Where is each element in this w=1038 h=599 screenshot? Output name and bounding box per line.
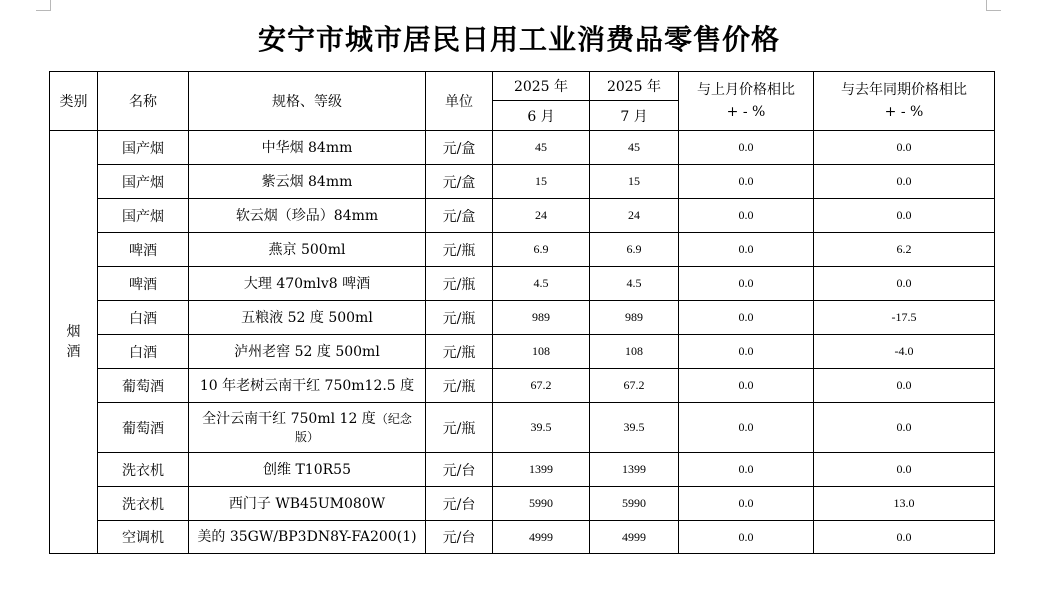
price-june: 4.5 [493, 267, 590, 301]
item-spec: 10 年老树云南干红 750m12.5 度 [189, 369, 426, 403]
change-yoy: 0.0 [814, 165, 995, 199]
price-july: 989 [590, 301, 679, 335]
item-name: 洗衣机 [98, 453, 189, 487]
item-unit: 元/瓶 [426, 369, 493, 403]
header-year-over-year [814, 72, 995, 131]
table-row [50, 403, 995, 453]
item-spec: 燕京 500ml [189, 233, 426, 267]
change-yoy: -17.5 [814, 301, 995, 335]
change-mom: 0.0 [679, 233, 814, 267]
item-name: 空调机 [98, 521, 189, 554]
price-june: 989 [493, 301, 590, 335]
table-row [50, 453, 995, 487]
header-period1-month: 6 月 [493, 101, 590, 131]
table-row [50, 233, 995, 267]
price-july: 15 [590, 165, 679, 199]
item-spec: 西门子 WB45UM080W [189, 487, 426, 521]
price-july: 4999 [590, 521, 679, 554]
item-unit: 元/盒 [426, 165, 493, 199]
price-june: 39.5 [493, 403, 590, 453]
change-yoy: 0.0 [814, 521, 995, 554]
price-july: 39.5 [590, 403, 679, 453]
price-june: 45 [493, 131, 590, 165]
change-yoy: 0.0 [814, 369, 995, 403]
item-spec: 美的 35GW/BP3DN8Y-FA200(1) [189, 521, 426, 554]
item-name: 啤酒 [98, 267, 189, 301]
table-row [50, 131, 995, 165]
item-name: 洗衣机 [98, 487, 189, 521]
price-june: 15 [493, 165, 590, 199]
change-yoy: 0.0 [814, 453, 995, 487]
price-july: 1399 [590, 453, 679, 487]
table-row [50, 487, 995, 521]
item-spec: 五粮液 52 度 500ml [189, 301, 426, 335]
item-spec [189, 403, 426, 453]
header-period1-year: 2025 年 [493, 72, 590, 101]
item-spec: 创维 T10R55 [189, 453, 426, 487]
change-mom: 0.0 [679, 453, 814, 487]
change-mom: 0.0 [679, 301, 814, 335]
document-title: 安宁市城市居民日用工业消费品零售价格 [257, 23, 780, 56]
item-spec-main: 全汁云南干红 750ml 12 度 [202, 410, 376, 427]
item-spec: 紫云烟 84mm [189, 165, 426, 199]
change-mom: 0.0 [679, 131, 814, 165]
change-mom: 0.0 [679, 335, 814, 369]
price-june: 67.2 [493, 369, 590, 403]
change-mom: 0.0 [679, 521, 814, 554]
change-mom: 0.0 [679, 199, 814, 233]
category-char: 烟 [66, 324, 81, 340]
table-row [50, 301, 995, 335]
page-corner-mark-right [986, 0, 1001, 11]
header-spec: 规格、等级 [189, 72, 426, 131]
table-row [50, 369, 995, 403]
change-yoy: 0.0 [814, 267, 995, 301]
header-yoy-line1: 与去年同期价格相比 [841, 82, 967, 98]
item-spec: 中华烟 84mm [189, 131, 426, 165]
item-name: 国产烟 [98, 165, 189, 199]
price-june: 1399 [493, 453, 590, 487]
item-name: 啤酒 [98, 233, 189, 267]
table-row [50, 335, 995, 369]
change-mom: 0.0 [679, 403, 814, 453]
price-july: 6.9 [590, 233, 679, 267]
price-july: 5990 [590, 487, 679, 521]
table-row [50, 521, 995, 554]
price-june: 5990 [493, 487, 590, 521]
header-period2-month: 7 月 [590, 101, 679, 131]
table-row [50, 267, 995, 301]
item-unit: 元/盒 [426, 199, 493, 233]
header-yoy-line2: + - % [884, 104, 924, 120]
item-name: 白酒 [98, 335, 189, 369]
change-yoy: 0.0 [814, 403, 995, 453]
header-mom-line2: + - % [726, 104, 766, 120]
change-mom: 0.0 [679, 165, 814, 199]
price-june: 108 [493, 335, 590, 369]
header-name: 名称 [98, 72, 189, 131]
change-mom: 0.0 [679, 267, 814, 301]
item-unit: 元/盒 [426, 131, 493, 165]
price-july: 67.2 [590, 369, 679, 403]
price-july: 108 [590, 335, 679, 369]
item-unit: 元/台 [426, 487, 493, 521]
price-june: 24 [493, 199, 590, 233]
header-period2-year: 2025 年 [590, 72, 679, 101]
item-unit: 元/台 [426, 521, 493, 554]
price-table [49, 71, 995, 554]
table-row [50, 165, 995, 199]
item-name: 葡萄酒 [98, 369, 189, 403]
header-mom-line1: 与上月价格相比 [697, 82, 795, 98]
header-unit: 单位 [426, 72, 493, 131]
change-yoy: 0.0 [814, 131, 995, 165]
change-mom: 0.0 [679, 487, 814, 521]
change-yoy: -4.0 [814, 335, 995, 369]
item-name: 白酒 [98, 301, 189, 335]
item-unit: 元/瓶 [426, 233, 493, 267]
page-corner-mark-left [36, 0, 51, 11]
item-spec-note: （纪念 [375, 411, 412, 426]
item-unit: 元/瓶 [426, 335, 493, 369]
change-yoy: 6.2 [814, 233, 995, 267]
change-yoy: 0.0 [814, 199, 995, 233]
item-unit: 元/瓶 [426, 301, 493, 335]
item-spec-note: 版） [294, 429, 319, 444]
change-yoy: 13.0 [814, 487, 995, 521]
item-spec: 大理 470mlv8 啤酒 [189, 267, 426, 301]
item-name: 葡萄酒 [98, 403, 189, 453]
item-spec: 软云烟（珍品）84mm [189, 199, 426, 233]
price-july: 45 [590, 131, 679, 165]
price-july: 4.5 [590, 267, 679, 301]
price-june: 6.9 [493, 233, 590, 267]
header-month-over-month [679, 72, 814, 131]
header-category: 类别 [50, 72, 98, 131]
price-july: 24 [590, 199, 679, 233]
item-name: 国产烟 [98, 131, 189, 165]
category-char: 酒 [66, 344, 81, 360]
item-unit: 元/瓶 [426, 267, 493, 301]
item-unit: 元/瓶 [426, 403, 493, 453]
item-spec: 泸州老窖 52 度 500ml [189, 335, 426, 369]
category-cell [50, 131, 98, 554]
item-unit: 元/台 [426, 453, 493, 487]
price-june: 4999 [493, 521, 590, 554]
item-name: 国产烟 [98, 199, 189, 233]
table-row [50, 199, 995, 233]
change-mom: 0.0 [679, 369, 814, 403]
